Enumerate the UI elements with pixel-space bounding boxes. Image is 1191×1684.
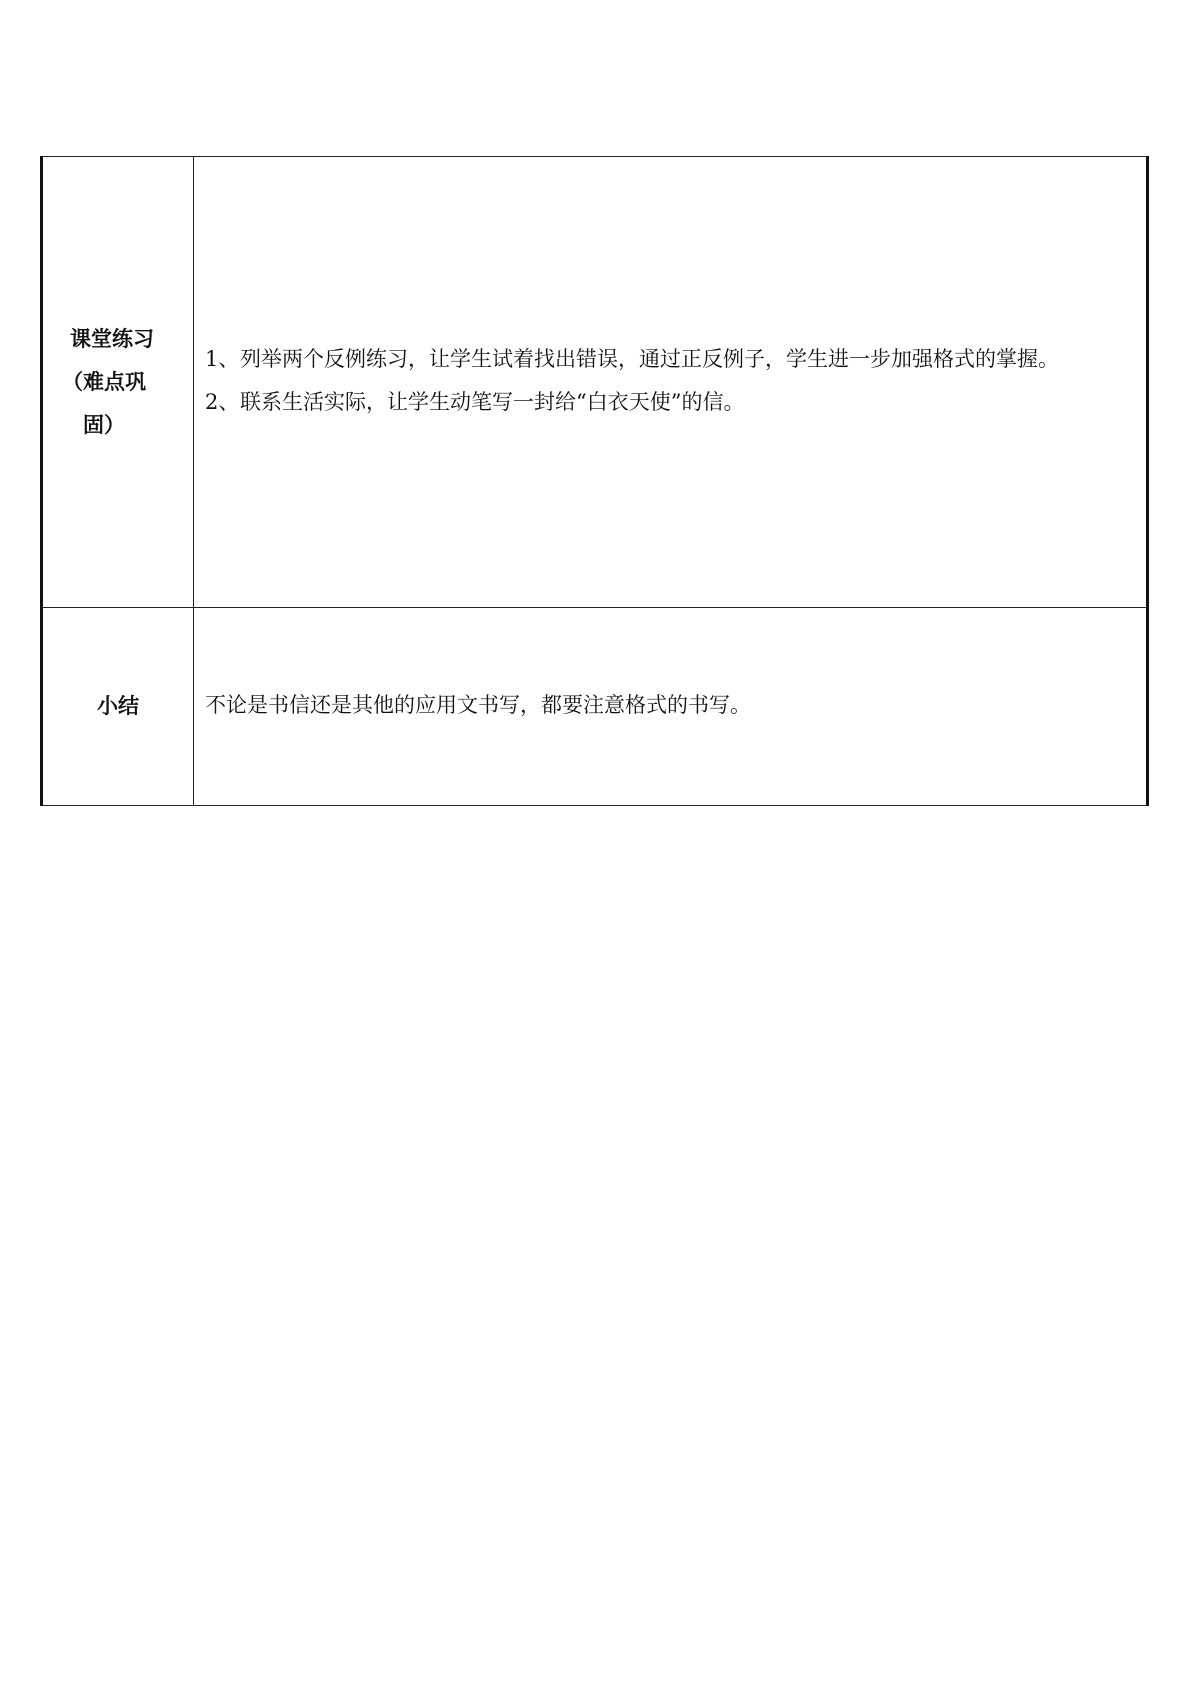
lesson-plan-table: [40, 156, 1149, 806]
summary-label: 小结: [97, 694, 139, 718]
practice-list: [205, 338, 1136, 424]
summary-content-cell: [194, 608, 1148, 806]
list-item: [205, 381, 1136, 424]
practice-label-line-2: （难点巩: [62, 369, 146, 394]
practice-label-line-3: 固）: [83, 412, 125, 437]
list-item-text: 联系生活实际，让学生动笔写一封给“白衣天使”的信。: [240, 390, 745, 414]
table-row-practice: [42, 157, 1148, 608]
list-item-number: 2、: [205, 390, 240, 414]
list-item: [205, 338, 1136, 381]
practice-label-cell: [42, 157, 194, 608]
summary-label-cell: [42, 608, 194, 806]
summary-text: 不论是书信还是其他的应用文书写，都要注意格式的书写。: [205, 693, 751, 717]
table-row-summary: [42, 608, 1148, 806]
practice-label-line-1: 课堂练习: [70, 326, 154, 351]
practice-content-cell: [194, 157, 1148, 608]
list-item-text: 列举两个反例练习，让学生试着找出错误，通过正反例子，学生进一步加强格式的掌握。: [240, 347, 1059, 371]
list-item-number: 1、: [205, 347, 240, 371]
practice-label: [62, 318, 166, 447]
